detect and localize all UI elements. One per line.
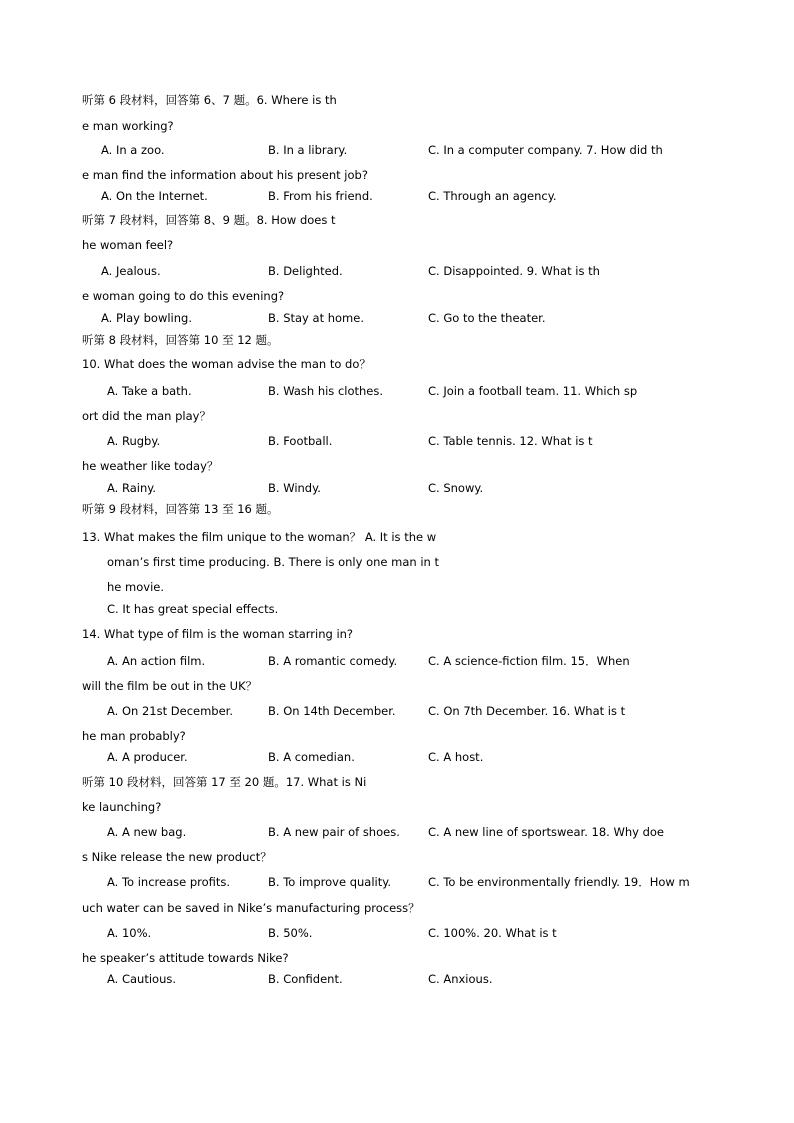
question-text: will the film be out in the UK？ xyxy=(82,679,258,693)
question-text: s Nike release the new product？ xyxy=(82,850,272,864)
question-text: he speaker’s attitude towards Nike? xyxy=(82,951,289,965)
option-c: C. A science-fiction film. 15．When xyxy=(428,654,630,668)
option-b: B. Stay at home. xyxy=(268,311,364,325)
option-a: A. On 21st December. xyxy=(107,704,233,718)
option-c: C. 100%. 20. What is t xyxy=(428,926,557,940)
question-text: he weather like today？ xyxy=(82,459,219,473)
option-c: C. A host. xyxy=(428,750,484,764)
question-text: e man working? xyxy=(82,119,174,133)
option-a: A. A producer. xyxy=(107,750,188,764)
option-b: B. A new pair of shoes. xyxy=(268,825,400,839)
option-b: B. To improve quality. xyxy=(268,875,392,889)
section-header: 听第 6 段材料，回答第 6、7 题。6. Where is th xyxy=(82,93,337,107)
option-a: A. To increase profits. xyxy=(107,875,231,889)
question-text: ort did the man play？ xyxy=(82,409,211,423)
option-c: C. It has great special effects. xyxy=(107,602,279,616)
option-a: A. 10%. xyxy=(107,926,152,940)
option-a: A. Cautious. xyxy=(107,972,177,986)
option-b: B. Confident. xyxy=(268,972,343,986)
question-text: e woman going to do this evening? xyxy=(82,289,285,303)
question-text: 10. What does the woman advise the man to do？ xyxy=(82,357,371,371)
option-b: B. 50%. xyxy=(268,926,313,940)
option-a: A. Take a bath. xyxy=(107,384,192,398)
question-text: oman’s first time producing. B. There is only one man in t xyxy=(107,555,439,569)
section-header: 听第 8 段材料，回答第 10 至 12 题。 xyxy=(82,333,279,347)
question-text: he woman feel? xyxy=(82,238,174,252)
option-b: B. Windy. xyxy=(268,481,321,495)
section-header: 听第 9 段材料，回答第 13 至 16 题。 xyxy=(82,502,279,516)
question-text: ke launching? xyxy=(82,800,162,814)
option-c: C. Go to the theater. xyxy=(428,311,546,325)
option-a: A. A new bag. xyxy=(107,825,187,839)
question-text: he man probably? xyxy=(82,729,186,743)
option-b: B. From his friend. xyxy=(268,189,373,203)
option-b: B. In a library. xyxy=(268,143,348,157)
option-c: C. Join a football team. 11. Which sp xyxy=(428,384,638,398)
option-c: C. In a computer company. 7. How did th xyxy=(428,143,663,157)
option-a: A. Jealous. xyxy=(101,264,161,278)
option-b: B. Delighted. xyxy=(268,264,343,278)
option-a: A. Rugby. xyxy=(107,434,161,448)
option-c: C. Through an agency. xyxy=(428,189,557,203)
option-a: A. On the Internet. xyxy=(101,189,208,203)
question-text: uch water can be saved in Nike’s manufacturing process？ xyxy=(82,901,420,915)
option-a: A. An action film. xyxy=(107,654,206,668)
question-text: he movie. xyxy=(107,580,164,594)
question-text: 13. What makes the film unique to the woman？ A. It is the w xyxy=(82,530,437,544)
option-c: C. Disappointed. 9. What is th xyxy=(428,264,600,278)
option-b: B. On 14th December. xyxy=(268,704,396,718)
option-b: B. Wash his clothes. xyxy=(268,384,384,398)
option-b: B. A comedian. xyxy=(268,750,355,764)
option-a: A. Rainy. xyxy=(107,481,157,495)
question-text: e man find the information about his present job? xyxy=(82,168,368,182)
section-header: 听第 10 段材料，回答第 17 至 20 题。17. What is Ni xyxy=(82,775,367,789)
option-c: C. A new line of sportswear. 18. Why doe xyxy=(428,825,664,839)
option-a: A. Play bowling. xyxy=(101,311,192,325)
option-c: C. Table tennis. 12. What is t xyxy=(428,434,593,448)
section-header: 听第 7 段材料，回答第 8、9 题。8. How does t xyxy=(82,213,336,227)
option-b: B. A romantic comedy. xyxy=(268,654,398,668)
option-c: C. Snowy. xyxy=(428,481,484,495)
option-c: C. On 7th December. 16. What is t xyxy=(428,704,626,718)
question-text: 14. What type of film is the woman starring in? xyxy=(82,627,354,641)
option-a: A. In a zoo. xyxy=(101,143,165,157)
option-b: B. Football. xyxy=(268,434,333,448)
option-c: C. Anxious. xyxy=(428,972,493,986)
option-c: C. To be environmentally friendly. 19．How m xyxy=(428,875,690,889)
